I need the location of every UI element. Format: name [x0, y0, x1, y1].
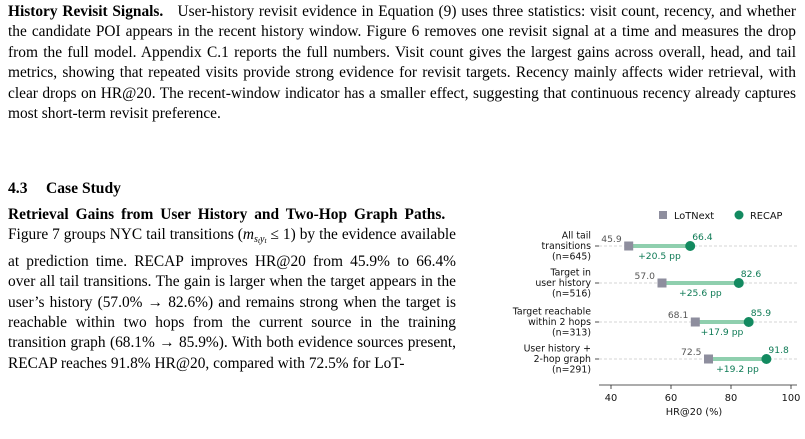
gain-label: +17.9 pp — [700, 327, 744, 338]
value-label-recap: 82.6 — [740, 269, 762, 280]
category-label: within 2 hops — [528, 317, 591, 328]
value-label-recap: 85.9 — [750, 308, 772, 319]
x-tick-label: 60 — [664, 393, 678, 404]
section-title: Case Study — [46, 180, 121, 197]
figure-dumbbell-chart — [462, 200, 805, 434]
paragraph-body: User-history revisit evidence in Equation (9) uses three statistics: visit count, recency, and whether the candidate POI appears in the recent history window. Figure 6 removes one revisit signal at a time and measures the drop from the full model. Appendix C.1 reports the full numbers. Visit count gives the largest gains across overall, head, and tail metrics, showing that repeated visits provide strong evidence for revisit targets. Recency mainly affects wider retrieval, with clear drops on HR@20. The recent-window indicator has a smaller effect, suggesting that continuous recency already captures most short-term revisit preference. — [8, 3, 796, 123]
category-label: transitions — [541, 241, 591, 252]
category-label: (n=313) — [551, 327, 591, 339]
category-label: user history — [535, 278, 591, 289]
legend-label-recap: RECAP — [750, 211, 783, 222]
section-number: 4.3 — [8, 180, 28, 197]
marker-lotnext — [704, 355, 713, 364]
gain-label: +20.5 pp — [638, 251, 681, 262]
marker-lotnext — [624, 242, 633, 251]
value-label-lotnext: 45.9 — [601, 234, 622, 245]
value-label-recap: 91.8 — [768, 345, 789, 356]
category-label: (n=291) — [551, 364, 591, 376]
math-subscript: t — [264, 236, 267, 246]
math-relation: ≤ 1 — [266, 226, 291, 244]
x-tick-label: 80 — [724, 393, 738, 404]
gain-label: +19.2 pp — [716, 364, 759, 375]
paragraph-heading: Retrieval Gains from User History and Two-Hop Graph Paths. — [8, 206, 446, 223]
value-label-lotnext: 72.5 — [681, 347, 702, 358]
section-heading — [8, 180, 121, 198]
paragraph-retrieval-gains — [8, 205, 456, 374]
legend-label-lotnext: LoTNext — [674, 211, 715, 222]
math-symbol: m — [242, 226, 255, 244]
category-label: User history + — [523, 343, 591, 355]
dumbbell-chart — [462, 200, 805, 434]
paragraph-text: ) by the evidence available at prediction time. RECAP improves HR@20 from 45.9% to 66.4% over all tail transitions. The gain is larger when the target appears in the user’s history (57.0% → 82.6%) and remains strong when the target is reachable within two hops from the current source in the training transition graph (68.1% → 85.9%). With both evidence sources present, RECAP reaches 91.8% HR@20, compared with 72.5% for LoT- — [8, 226, 457, 372]
value-label-lotnext: 68.1 — [667, 310, 689, 321]
x-tick-label: 100 — [781, 393, 801, 404]
gain-label: +25.6 pp — [679, 288, 722, 299]
category-label: (n=516) — [551, 288, 591, 300]
category-label: Target in — [550, 267, 591, 279]
math-subscript: s — [254, 234, 258, 246]
legend-marker-recap — [735, 211, 744, 220]
x-tick-label: 40 — [604, 393, 618, 404]
math-subscript: y — [260, 234, 265, 246]
paragraph-text: Figure 7 groups NYC tail transitions ( — [8, 226, 243, 244]
legend-marker-lotnext — [659, 211, 667, 219]
x-axis-label: HR@20 (%) — [665, 407, 723, 418]
paragraph-history-revisit — [8, 2, 796, 124]
marker-lotnext — [658, 279, 667, 288]
category-label: (n=645) — [551, 251, 591, 263]
value-label-lotnext: 57.0 — [634, 271, 655, 282]
category-label: Target reachable — [512, 306, 591, 318]
category-label: 2-hop graph — [533, 354, 591, 365]
math-subscript: t — [257, 236, 261, 246]
value-label-recap: 66.4 — [692, 232, 713, 243]
marker-lotnext — [691, 318, 700, 327]
paragraph-heading: History Revisit Signals. — [8, 3, 164, 20]
category-label: All tail — [561, 230, 591, 242]
